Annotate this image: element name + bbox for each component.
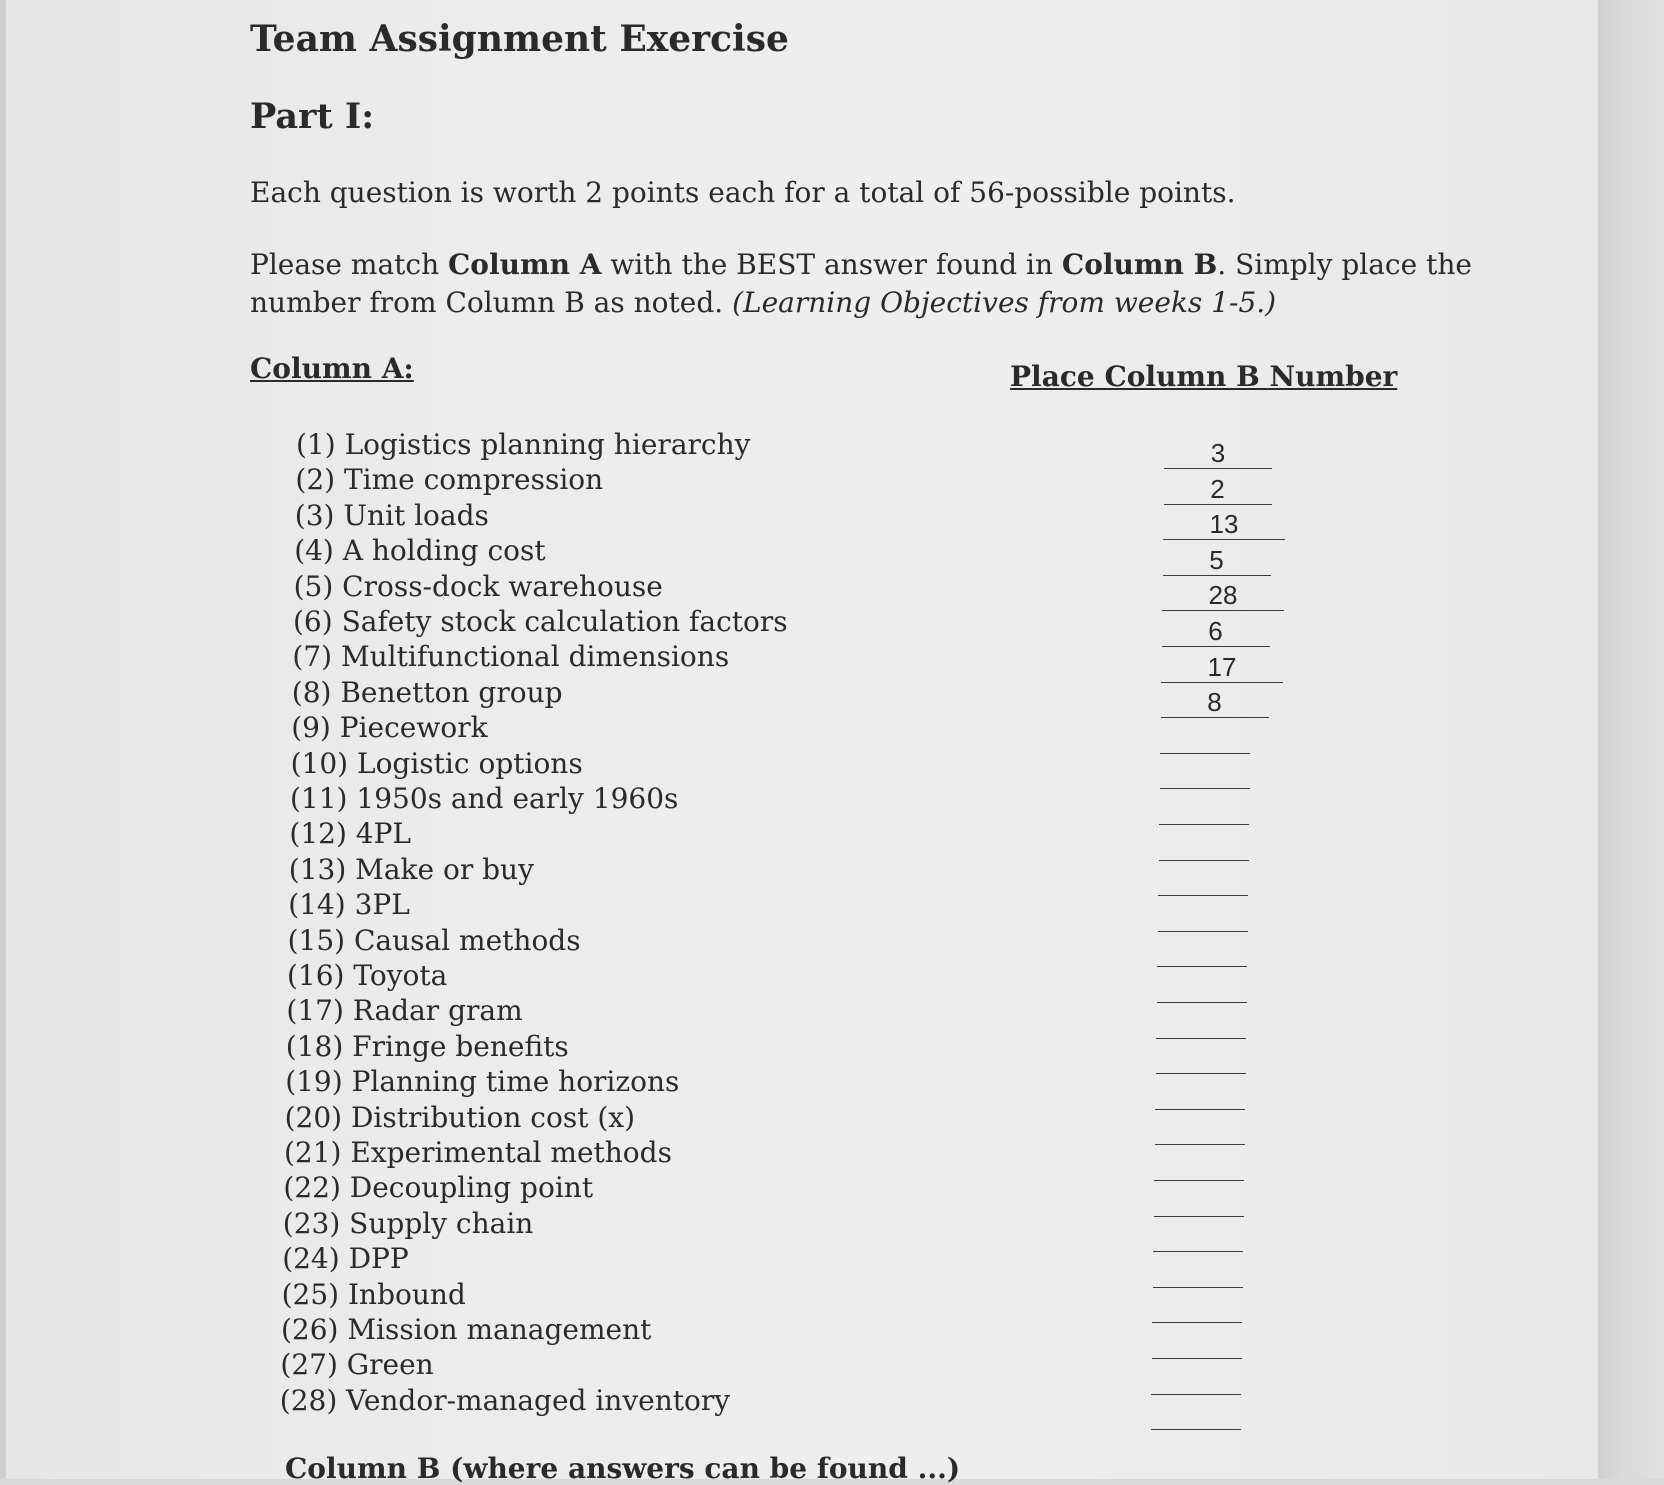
column-a-item: (8) Benetton group (291, 675, 563, 709)
answer-blank[interactable] (1160, 723, 1250, 754)
answer-blank[interactable]: 17 (1161, 652, 1283, 683)
answer-blank[interactable] (1153, 1221, 1243, 1252)
match-line2-text: number from Column B as noted. (250, 286, 733, 319)
column-a-item: (6) Safety stock calculation factors (293, 605, 788, 638)
column-a-item: (3) Unit loads (294, 498, 489, 532)
column-a-item: (27) Green (280, 1348, 434, 1382)
answer-blank[interactable]: 3 (1164, 438, 1272, 469)
answer-blank[interactable] (1157, 972, 1247, 1003)
match-col-b: Column B (1061, 248, 1218, 281)
answer-blank[interactable]: 28 (1162, 580, 1284, 611)
column-a-item: (5) Cross-dock warehouse (293, 569, 663, 603)
page-left-edge (0, 0, 6, 1479)
column-a-item: (28) Vendor-managed inventory (279, 1383, 731, 1417)
column-a-item: (11) 1950s and early 1960s (290, 782, 679, 815)
answer-blank[interactable]: 8 (1161, 687, 1269, 718)
column-a-item: (4) A holding cost (294, 534, 546, 568)
answer-blank[interactable] (1156, 1043, 1246, 1074)
answer-blank[interactable] (1154, 1186, 1244, 1217)
column-a-item: (2) Time compression (295, 463, 604, 497)
learning-objectives: (Learning Objectives from weeks 1-5.) (732, 286, 1277, 319)
column-a-item: (18) Fringe benefits (285, 1029, 569, 1063)
answer-blank[interactable] (1151, 1399, 1241, 1430)
answer-blank[interactable]: 2 (1164, 474, 1272, 505)
answer-blank[interactable]: 6 (1162, 616, 1270, 647)
column-a-item: (15) Causal methods (287, 923, 581, 957)
page-right-edge (1598, 0, 1664, 1479)
answer-blank[interactable] (1152, 1328, 1242, 1359)
answer-blank[interactable] (1157, 936, 1247, 967)
answer-blank[interactable] (1156, 1008, 1246, 1039)
answer-blank[interactable] (1154, 1150, 1244, 1181)
column-a-item: (19) Planning time horizons (285, 1065, 680, 1099)
column-b-heading-cut: Column B (where answers can be found ...) (285, 1452, 961, 1485)
answer-blank[interactable] (1151, 1364, 1241, 1395)
column-a-item: (13) Make or buy (288, 852, 534, 886)
column-a-item: (20) Distribution cost (x) (284, 1100, 635, 1134)
column-a-item: (7) Multifunctional dimensions (292, 640, 730, 674)
column-a-item: (22) Decoupling point (283, 1171, 594, 1205)
column-a-item: (25) Inbound (281, 1277, 466, 1311)
column-a-header: Column A: (250, 352, 414, 385)
answer-blank[interactable] (1158, 901, 1248, 932)
column-a-item: (12) 4PL (289, 817, 412, 851)
match-col-a: Column A (448, 248, 602, 281)
column-a-item: (1) Logistics planning hierarchy (296, 428, 751, 461)
points-instruction: Each question is worth 2 points each for a total of 56-possible points. (250, 176, 1236, 209)
match-text-2: with the BEST answer found in (601, 248, 1062, 281)
answer-blank[interactable] (1159, 830, 1249, 861)
column-a-item: (9) Piecework (291, 711, 488, 745)
answer-blank[interactable]: 13 (1163, 509, 1285, 540)
answer-blank[interactable]: 5 (1163, 545, 1271, 576)
match-instruction-line2 (250, 286, 1276, 319)
answer-blank[interactable] (1152, 1292, 1242, 1323)
column-b-header: Place Column B Number (1010, 360, 1398, 393)
column-a-item: (14) 3PL (288, 888, 410, 922)
column-a-item: (21) Experimental methods (284, 1136, 672, 1169)
column-a-item: (26) Mission management (281, 1313, 652, 1346)
answer-blank[interactable] (1155, 1079, 1245, 1110)
match-text-3: . Simply place the (1217, 248, 1472, 281)
column-a-item: (24) DPP (282, 1242, 409, 1276)
answer-blank[interactable] (1153, 1257, 1243, 1288)
answer-blank[interactable] (1160, 758, 1250, 789)
part-heading: Part I: (250, 96, 375, 137)
answer-blank[interactable] (1159, 794, 1249, 825)
column-a-item: (23) Supply chain (282, 1206, 534, 1240)
document-title: Team Assignment Exercise (250, 18, 789, 60)
answer-blank[interactable] (1155, 1114, 1245, 1145)
column-a-item: (17) Radar gram (286, 994, 523, 1028)
match-instruction-line1 (250, 248, 1472, 281)
answer-blank[interactable] (1158, 865, 1248, 896)
column-a-item: (10) Logistic options (290, 746, 583, 780)
match-text-1: Please match (250, 248, 449, 281)
column-a-item: (16) Toyota (287, 959, 448, 992)
